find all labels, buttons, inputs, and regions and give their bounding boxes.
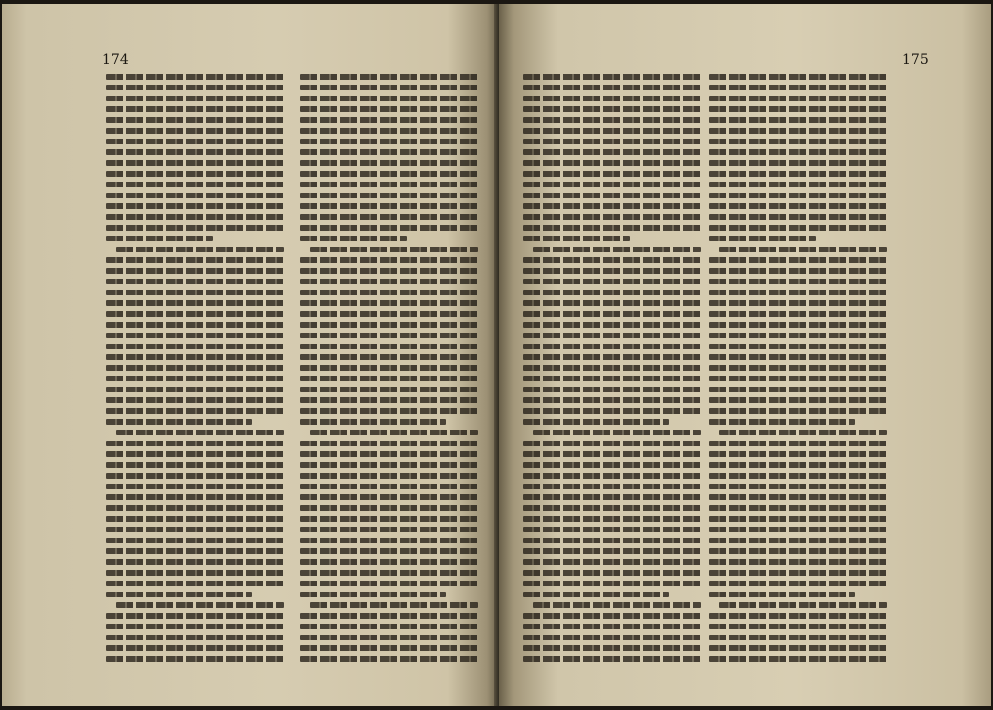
text-line xyxy=(523,139,701,145)
text-line xyxy=(300,516,478,522)
text-line xyxy=(523,85,701,91)
text-line xyxy=(106,451,284,457)
text-line xyxy=(300,473,478,479)
text-line xyxy=(300,182,478,188)
right-page xyxy=(499,4,991,706)
text-line xyxy=(106,96,284,102)
text-line xyxy=(300,290,478,296)
text-line xyxy=(709,624,887,630)
text-line xyxy=(300,117,478,123)
text-line xyxy=(523,354,701,360)
text-line xyxy=(106,645,284,651)
text-line xyxy=(523,236,630,242)
text-line xyxy=(106,527,284,533)
text-line xyxy=(709,225,887,231)
text-line xyxy=(300,139,478,145)
text-line xyxy=(106,635,284,641)
text-line xyxy=(300,462,478,468)
text-line xyxy=(523,441,701,447)
text-line xyxy=(300,236,407,242)
text-line xyxy=(106,613,284,619)
text-line xyxy=(300,592,446,598)
text-line xyxy=(709,96,887,102)
text-line xyxy=(106,548,284,554)
text-line xyxy=(709,592,855,598)
text-line xyxy=(709,376,887,382)
text-line xyxy=(709,635,887,641)
text-line xyxy=(106,656,284,662)
text-line xyxy=(523,613,701,619)
text-line xyxy=(523,300,701,306)
text-line xyxy=(106,408,284,414)
text-line xyxy=(300,322,478,328)
text-line xyxy=(709,85,887,91)
text-line xyxy=(523,516,701,522)
text-line xyxy=(300,300,478,306)
text-line xyxy=(300,257,478,263)
open-book xyxy=(2,4,991,706)
text-line xyxy=(709,257,887,263)
text-line xyxy=(523,311,701,317)
text-line xyxy=(106,473,284,479)
text-line xyxy=(709,484,887,490)
text-line xyxy=(709,387,887,393)
text-line xyxy=(300,441,478,447)
text-line xyxy=(709,397,887,403)
text-line xyxy=(300,85,478,91)
text-line xyxy=(300,656,478,662)
text-line xyxy=(106,516,284,522)
text-line xyxy=(106,344,284,350)
text-line xyxy=(523,322,701,328)
text-line xyxy=(106,376,284,382)
text-line xyxy=(523,408,701,414)
text-line xyxy=(709,505,887,511)
text-line xyxy=(709,570,887,576)
text-line xyxy=(300,635,478,641)
text-line xyxy=(300,559,478,565)
text-line xyxy=(106,505,284,511)
page-number: 174 xyxy=(102,52,129,68)
text-line xyxy=(106,397,284,403)
text-line xyxy=(300,106,478,112)
text-line xyxy=(106,139,284,145)
text-line xyxy=(709,139,887,145)
text-line xyxy=(709,268,887,274)
text-line xyxy=(523,473,701,479)
text-line xyxy=(300,311,478,317)
left-page xyxy=(2,4,497,706)
page-number: 175 xyxy=(902,52,929,68)
text-line xyxy=(300,645,478,651)
text-line xyxy=(523,570,701,576)
text-line xyxy=(106,290,284,296)
text-line xyxy=(106,494,284,500)
text-line xyxy=(300,149,478,155)
text-line xyxy=(106,225,284,231)
text-line xyxy=(709,354,887,360)
text-line xyxy=(709,527,887,533)
text-line xyxy=(310,430,478,436)
text-line xyxy=(106,117,284,123)
text-line xyxy=(300,624,478,630)
text-line xyxy=(709,516,887,522)
text-line xyxy=(106,160,284,166)
text-line xyxy=(709,203,887,209)
text-column xyxy=(709,74,887,672)
text-line xyxy=(709,581,887,587)
text-line xyxy=(709,182,887,188)
text-line xyxy=(523,581,701,587)
text-line xyxy=(523,171,701,177)
text-line xyxy=(106,311,284,317)
text-line xyxy=(709,419,855,425)
text-line xyxy=(106,624,284,630)
text-line xyxy=(523,656,701,662)
text-line xyxy=(106,354,284,360)
text-line xyxy=(533,602,701,608)
text-line xyxy=(300,160,478,166)
text-line xyxy=(709,333,887,339)
text-line xyxy=(106,592,252,598)
text-line xyxy=(709,300,887,306)
text-line xyxy=(709,441,887,447)
text-line xyxy=(709,214,887,220)
text-line xyxy=(300,333,478,339)
text-line xyxy=(300,505,478,511)
text-line xyxy=(523,592,669,598)
text-line xyxy=(709,365,887,371)
text-line xyxy=(523,203,701,209)
text-line xyxy=(300,581,478,587)
text-line xyxy=(523,484,701,490)
text-line xyxy=(523,225,701,231)
text-line xyxy=(709,322,887,328)
text-line xyxy=(300,96,478,102)
text-line xyxy=(523,397,701,403)
text-line xyxy=(719,430,887,436)
text-line xyxy=(300,203,478,209)
text-line xyxy=(310,247,478,253)
text-line xyxy=(300,171,478,177)
text-line xyxy=(106,193,284,199)
text-line xyxy=(106,333,284,339)
text-line xyxy=(709,160,887,166)
text-line xyxy=(106,538,284,544)
text-line xyxy=(523,117,701,123)
text-line xyxy=(300,344,478,350)
text-line xyxy=(106,236,213,242)
text-line xyxy=(533,247,701,253)
text-line xyxy=(523,538,701,544)
text-line xyxy=(709,128,887,134)
text-line xyxy=(300,538,478,544)
text-line xyxy=(523,624,701,630)
text-line xyxy=(300,397,478,403)
text-line xyxy=(523,257,701,263)
text-line xyxy=(709,171,887,177)
text-line xyxy=(300,484,478,490)
text-line xyxy=(300,74,478,80)
text-line xyxy=(523,505,701,511)
text-line xyxy=(300,376,478,382)
text-line xyxy=(523,279,701,285)
text-line xyxy=(523,387,701,393)
text-line xyxy=(523,365,701,371)
text-line xyxy=(300,268,478,274)
text-line xyxy=(116,602,284,608)
text-line xyxy=(106,441,284,447)
text-line xyxy=(523,333,701,339)
text-line xyxy=(523,494,701,500)
text-line xyxy=(709,462,887,468)
text-line xyxy=(300,387,478,393)
text-line xyxy=(106,85,284,91)
text-line xyxy=(709,106,887,112)
text-line xyxy=(300,613,478,619)
text-line xyxy=(523,74,701,80)
text-line xyxy=(523,376,701,382)
text-column xyxy=(106,74,284,672)
text-line xyxy=(106,387,284,393)
text-line xyxy=(709,344,887,350)
text-line xyxy=(523,419,669,425)
text-line xyxy=(106,462,284,468)
text-line xyxy=(523,462,701,468)
text-line xyxy=(709,538,887,544)
text-line xyxy=(709,117,887,123)
text-line xyxy=(523,527,701,533)
text-line xyxy=(300,225,478,231)
text-line xyxy=(106,257,284,263)
text-line xyxy=(523,128,701,134)
text-line xyxy=(709,656,887,662)
text-line xyxy=(523,106,701,112)
text-line xyxy=(106,484,284,490)
text-line xyxy=(106,322,284,328)
text-line xyxy=(523,645,701,651)
text-line xyxy=(709,279,887,285)
text-line xyxy=(709,149,887,155)
text-line xyxy=(709,451,887,457)
text-line xyxy=(106,570,284,576)
text-line xyxy=(523,96,701,102)
text-line xyxy=(523,290,701,296)
text-column xyxy=(300,74,478,672)
text-line xyxy=(300,193,478,199)
text-line xyxy=(719,247,887,253)
text-line xyxy=(709,645,887,651)
text-line xyxy=(106,214,284,220)
text-line xyxy=(106,128,284,134)
text-line xyxy=(106,559,284,565)
text-line xyxy=(106,581,284,587)
text-line xyxy=(523,214,701,220)
text-line xyxy=(300,419,446,425)
text-column xyxy=(523,74,701,672)
text-line xyxy=(310,602,478,608)
text-line xyxy=(709,548,887,554)
text-line xyxy=(300,354,478,360)
text-line xyxy=(300,527,478,533)
text-line xyxy=(709,494,887,500)
text-line xyxy=(106,300,284,306)
text-line xyxy=(300,279,478,285)
text-line xyxy=(523,193,701,199)
text-line xyxy=(523,548,701,554)
text-line xyxy=(300,365,478,371)
text-line xyxy=(106,419,252,425)
text-line xyxy=(709,193,887,199)
text-line xyxy=(300,494,478,500)
text-line xyxy=(300,128,478,134)
text-line xyxy=(523,344,701,350)
text-line xyxy=(300,570,478,576)
text-line xyxy=(709,74,887,80)
text-line xyxy=(300,451,478,457)
text-line xyxy=(523,149,701,155)
text-line xyxy=(106,203,284,209)
text-line xyxy=(106,279,284,285)
text-line xyxy=(709,236,816,242)
text-line xyxy=(300,548,478,554)
text-line xyxy=(709,473,887,479)
text-line xyxy=(300,408,478,414)
text-line xyxy=(106,74,284,80)
text-line xyxy=(709,311,887,317)
text-line xyxy=(116,247,284,253)
text-line xyxy=(523,635,701,641)
text-line xyxy=(106,106,284,112)
text-line xyxy=(106,182,284,188)
text-line xyxy=(106,365,284,371)
text-line xyxy=(709,559,887,565)
text-line xyxy=(106,268,284,274)
text-line xyxy=(709,408,887,414)
text-line xyxy=(523,160,701,166)
text-line xyxy=(709,290,887,296)
text-line xyxy=(300,214,478,220)
text-line xyxy=(106,171,284,177)
text-line xyxy=(719,602,887,608)
text-line xyxy=(116,430,284,436)
text-line xyxy=(523,451,701,457)
text-line xyxy=(709,613,887,619)
text-line xyxy=(523,182,701,188)
text-line xyxy=(523,559,701,565)
text-line xyxy=(533,430,701,436)
text-line xyxy=(106,149,284,155)
text-line xyxy=(523,268,701,274)
